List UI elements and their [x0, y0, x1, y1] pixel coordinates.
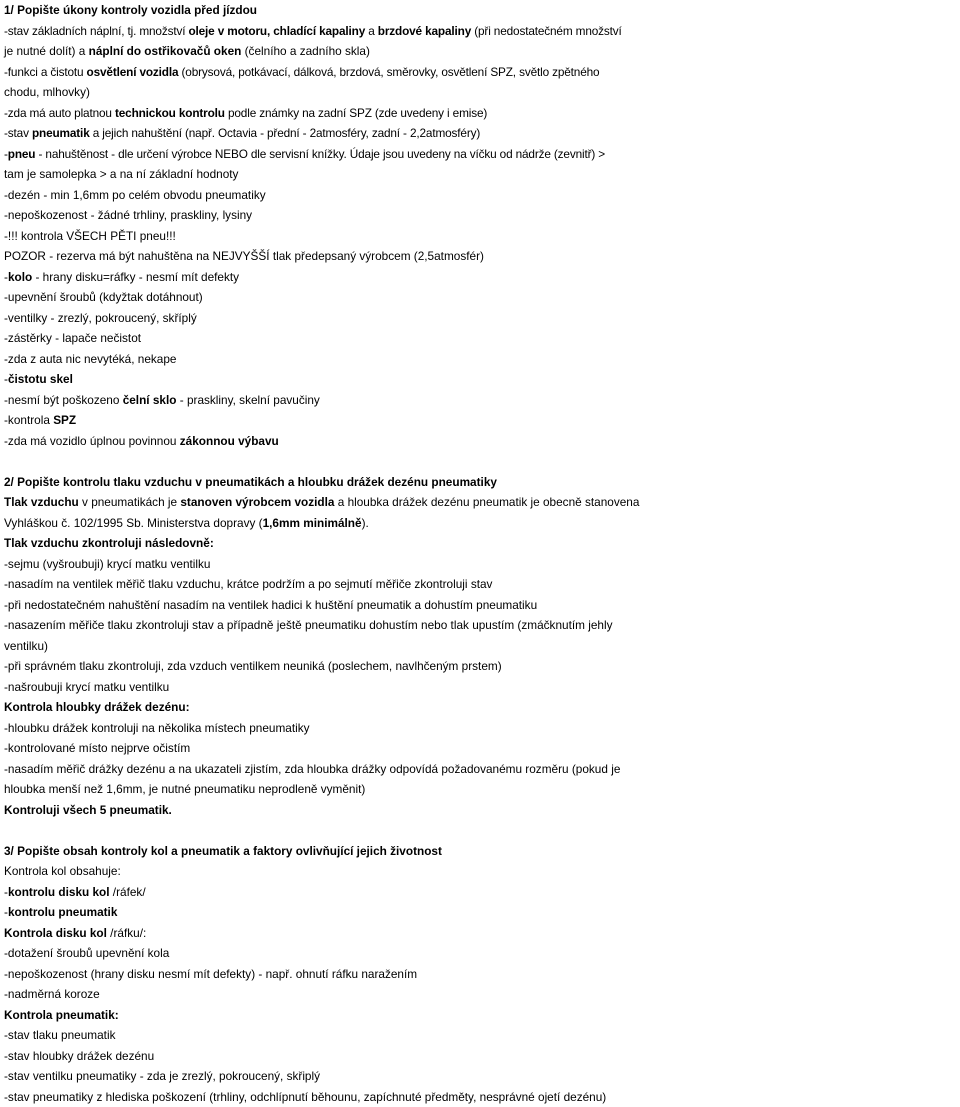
text-run: a: [365, 24, 378, 38]
text-run: -: [4, 147, 8, 161]
bold-text: 2/ Popište kontrolu tlaku vzduchu v pneumatikách a hloubku drážek dezénu pneumatiky: [4, 475, 497, 489]
text-run: chodu, mlhovky): [4, 85, 90, 99]
text-run: ventilku): [4, 639, 48, 653]
section-heading: [4, 0, 960, 21]
text-line: [4, 41, 960, 62]
text-line: [4, 390, 960, 411]
bold-text: oleje v motoru, chladící kapaliny: [188, 24, 365, 38]
text-line: [4, 1025, 960, 1046]
text-run: -dezén - min 1,6mm po celém obvodu pneumatiky: [4, 188, 266, 202]
text-run: -stav ventilku pneumatiky - zda je zrezlý, pokroucený, skřiplý: [4, 1069, 320, 1083]
text-line: [4, 82, 960, 103]
text-run: -nepoškozenost (hrany disku nesmí mít defekty) - např. ohnutí ráfku naražením: [4, 967, 417, 981]
text-run: -nesmí být poškozeno: [4, 393, 123, 407]
text-run: hloubka menší než 1,6mm, je nutné pneumatiku neprodleně vyměnit): [4, 782, 365, 796]
bold-text: Kontrola hloubky drážek dezénu:: [4, 700, 190, 714]
bold-text: čelní sklo: [123, 393, 177, 407]
section-2: [4, 472, 960, 821]
text-run: -stav hloubky drážek dezénu: [4, 1049, 154, 1063]
bold-text: 3/ Popište obsah kontroly kol a pneumatik a faktory ovlivňující jejich životnost: [4, 844, 442, 858]
text-line: [4, 984, 960, 1005]
text-line: [4, 144, 960, 165]
text-line: [4, 779, 960, 800]
text-line: [4, 554, 960, 575]
text-run: -kontrolované místo nejprve očistím: [4, 741, 190, 755]
bold-text: kontrolu pneumatik: [8, 905, 117, 919]
text-line: [4, 738, 960, 759]
text-run: -: [4, 885, 8, 899]
text-run: -zda z auta nic nevytéká, nekape: [4, 352, 176, 366]
text-run: -nasadím měřič drážky dezénu a na ukazateli zjistím, zda hloubka drážky odpovídá požadovanému rozměru (pokud je: [4, 762, 620, 776]
text-line: [4, 328, 960, 349]
text-line: [4, 677, 960, 698]
text-line: [4, 533, 960, 554]
text-run: Kontrola kol obsahuje:: [4, 864, 121, 878]
bold-text: kontrolu disku kol: [8, 885, 110, 899]
text-run: -dotažení šroubů upevnění kola: [4, 946, 169, 960]
text-line: [4, 1066, 960, 1087]
bold-text: technickou kontrolu: [115, 106, 225, 120]
text-line: [4, 943, 960, 964]
text-run: -hloubku drážek kontroluji na několika místech pneumatiky: [4, 721, 310, 735]
text-line: [4, 62, 960, 83]
text-run: POZOR - rezerva má být nahuštěna na NEJVYŠŠÍ tlak předepsaný výrobcem (2,5atmosfér): [4, 249, 484, 263]
text-run: v pneumatikách je: [79, 495, 181, 509]
text-line: [4, 513, 960, 534]
text-line: [4, 369, 960, 390]
text-run: Vyhláškou č. 102/1995 Sb. Ministerstva dopravy (: [4, 516, 263, 530]
text-line: [4, 1005, 960, 1026]
bold-text: zákonnou výbavu: [180, 434, 279, 448]
bold-text: čistotu skel: [8, 372, 73, 386]
bold-text: Kontrola disku kol: [4, 926, 107, 940]
text-line: [4, 431, 960, 452]
text-run: -sejmu (vyšroubuji) krycí matku ventilku: [4, 557, 211, 571]
text-line: [4, 697, 960, 718]
text-line: [4, 308, 960, 329]
text-run: -našroubuji krycí matku ventilku: [4, 680, 169, 694]
text-line: [4, 595, 960, 616]
text-run: -stav tlaku pneumatik: [4, 1028, 115, 1042]
text-run: podle známky na zadní SPZ (zde uvedeny i emise): [225, 106, 487, 120]
text-line: [4, 861, 960, 882]
section-heading: [4, 472, 960, 493]
text-line: [4, 902, 960, 923]
text-run: - praskliny, skelní pavučiny: [176, 393, 319, 407]
text-line: [4, 718, 960, 739]
text-line: [4, 615, 960, 636]
text-run: ).: [362, 516, 369, 530]
text-run: je nutné dolít) a: [4, 44, 89, 58]
text-run: (při nedostatečném množství: [471, 24, 622, 38]
bold-text: Kontrola pneumatik:: [4, 1008, 119, 1022]
text-run: -zda má auto platnou: [4, 106, 115, 120]
section-gap: [4, 451, 960, 472]
text-run: -zástěrky - lapače nečistot: [4, 331, 141, 345]
text-line: [4, 226, 960, 247]
text-run: (čelního a zadního skla): [241, 44, 370, 58]
text-line: [4, 103, 960, 124]
section-gap: [4, 820, 960, 841]
text-run: (obrysová, potkávací, dálková, brzdová, směrovky, osvětlení SPZ, světlo zpětného: [178, 65, 599, 79]
text-run: -upevnění šroubů (kdyžtak dotáhnout): [4, 290, 203, 304]
text-line: [4, 123, 960, 144]
text-line: [4, 21, 960, 42]
text-run: -kontrola: [4, 413, 53, 427]
bold-text: brzdové kapaliny: [378, 24, 471, 38]
text-run: -: [4, 372, 8, 386]
text-run: -při nedostatečném nahuštění nasadím na ventilek hadici k huštění pneumatik a dohustím pneumatiku: [4, 598, 537, 612]
bold-text: Tlak vzduchu: [4, 495, 79, 509]
section-3: [4, 841, 960, 1107]
text-line: [4, 636, 960, 657]
section-heading: [4, 841, 960, 862]
text-run: -zda má vozidlo úplnou povinnou: [4, 434, 180, 448]
bold-text: pneu: [8, 147, 36, 161]
text-line: [4, 1087, 960, 1107]
text-run: tam je samolepka > a na ní základní hodnoty: [4, 167, 238, 181]
text-run: a jejich nahuštění (např. Octavia - přední - 2atmosféry, zadní - 2,2atmosféry): [90, 126, 481, 140]
text-line: [4, 287, 960, 308]
section-1: [4, 0, 960, 451]
text-run: /ráfku/:: [107, 926, 146, 940]
text-run: -funkci a čistotu: [4, 65, 87, 79]
text-run: -nadměrná koroze: [4, 987, 100, 1001]
text-line: [4, 267, 960, 288]
text-line: [4, 800, 960, 821]
text-line: [4, 164, 960, 185]
text-line: [4, 964, 960, 985]
text-run: -nasazením měřiče tlaku zkontroluji stav a případně ještě pneumatiku dohustím nebo tlak upustím (zmáčknutím jehly: [4, 618, 612, 632]
bold-text: 1/ Popište úkony kontroly vozidla před jízdou: [4, 3, 257, 17]
text-run: -stav základních náplní, tj. množství: [4, 24, 188, 38]
text-run: -!!! kontrola VŠECH PĚTI pneu!!!: [4, 229, 176, 243]
text-line: [4, 349, 960, 370]
text-line: [4, 492, 960, 513]
text-run: -stav pneumatiky z hlediska poškození (trhliny, odchlípnutí běhounu, zapíchnuté předměty, nesprávné ojetí dezénu): [4, 1090, 606, 1104]
text-line: [4, 759, 960, 780]
bold-text: SPZ: [53, 413, 76, 427]
text-run: -stav: [4, 126, 32, 140]
text-line: [4, 574, 960, 595]
text-line: [4, 185, 960, 206]
bold-text: náplní do ostřikovačů oken: [89, 44, 242, 58]
text-line: [4, 410, 960, 431]
text-run: -nepoškozenost - žádné trhliny, praskliny, lysiny: [4, 208, 252, 222]
text-run: a hloubka drážek dezénu pneumatik je obecně stanovena: [334, 495, 639, 509]
text-line: [4, 882, 960, 903]
text-run: - hrany disku=ráfky - nesmí mít defekty: [32, 270, 239, 284]
text-line: [4, 1046, 960, 1067]
bold-text: kolo: [8, 270, 32, 284]
text-line: [4, 923, 960, 944]
bold-text: 1,6mm minimálně: [263, 516, 362, 530]
text-line: [4, 205, 960, 226]
text-run: -při správném tlaku zkontroluji, zda vzduch ventilkem neuniká (poslechem, navlhčeným prstem): [4, 659, 502, 673]
bold-text: stanoven výrobcem vozidla: [180, 495, 334, 509]
bold-text: Tlak vzduchu zkontroluji následovně:: [4, 536, 214, 550]
bold-text: osvětlení vozidla: [87, 65, 179, 79]
bold-text: Kontroluji všech 5 pneumatik.: [4, 803, 172, 817]
text-line: [4, 246, 960, 267]
bold-text: pneumatik: [32, 126, 90, 140]
text-run: -: [4, 270, 8, 284]
text-line: [4, 656, 960, 677]
text-run: -: [4, 905, 8, 919]
text-run: -ventilky - zrezlý, pokroucený, skříplý: [4, 311, 197, 325]
text-run: -nasadím na ventilek měřič tlaku vzduchu, krátce podržím a po sejmutí měřiče zkontroluji stav: [4, 577, 492, 591]
text-run: /ráfek/: [110, 885, 146, 899]
text-run: - nahuštěnost - dle určení výrobce NEBO dle servisní knížky. Údaje jsou uvedeny na víčku od nádrže (zevnitř) >: [35, 147, 605, 161]
